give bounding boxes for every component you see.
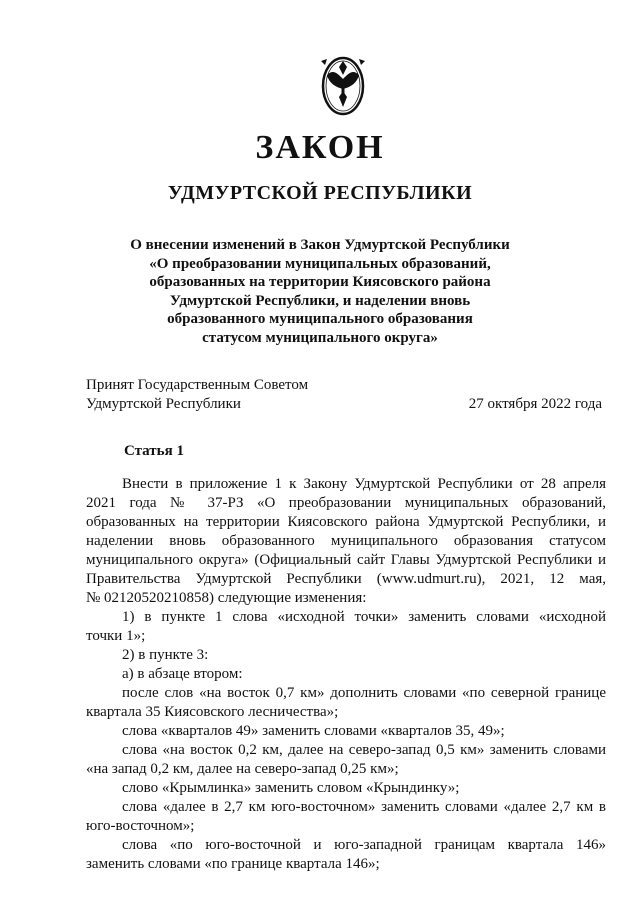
text-line: слова «на восток 0,2 км, далее на северо-запад 0,5 км» заменить словами <box>122 742 606 758</box>
adoption-date: 27 октября 2022 года <box>468 396 602 412</box>
text-line: образованных на территории Киясовского района Удмуртской Республики, и <box>86 514 606 530</box>
law-heading <box>0 236 640 348</box>
heading-line: Удмуртской Республики, и наделении вновь <box>169 292 471 309</box>
heading-line: образованного муниципального образования <box>167 311 473 328</box>
adoption-line: Принят Государственным Советом <box>86 377 309 393</box>
text-line: 2021 года № 37-РЗ «О преобразовании муниципальных образований, <box>86 495 606 511</box>
text-line: после слов «на восток 0,7 км» дополнить словами «по северной границе <box>122 685 606 701</box>
adoption-block <box>86 376 606 414</box>
heading-line: «О преобразовании муниципальных образований, <box>149 255 491 272</box>
text-line: слова «кварталов 49» заменить словами «кварталов 35, 49»; <box>122 723 505 739</box>
text-line: слова «по юго-восточной и юго-западной границам квартала 146» <box>122 837 606 853</box>
text-line: заменить словами «по границе квартала 146»; <box>86 856 380 872</box>
text-line: слова «далее в 2,7 км юго-восточном» заменить словами «далее 2,7 км в <box>122 799 606 815</box>
text-line: наделении вновь образованного муниципального образования статусом <box>86 533 606 549</box>
adoption-line: Удмуртской Республики <box>86 396 241 412</box>
text-line: юго-восточном»; <box>86 818 195 834</box>
heading-line: статусом муниципального округа» <box>202 329 438 346</box>
text-line: № 02120520210858) следующие изменения: <box>86 590 367 606</box>
text-line: Внести в приложение 1 к Закону Удмуртской Республики от 28 апреля <box>122 476 606 492</box>
text-line: 1) в пункте 1 слова «исходной точки» заменить словами «исходной <box>122 609 606 625</box>
article-title: Статья 1 <box>124 443 184 459</box>
text-line: слово «Крымлинка» заменить словом «Крындинку»; <box>122 780 460 796</box>
text-line: «на запад 0,2 км, далее на северо-запад 0,25 км»; <box>86 761 399 777</box>
text-line: квартала 35 Киясовского лесничества»; <box>86 704 339 720</box>
article-body <box>86 475 606 874</box>
text-line: 2) в пункте 3: <box>122 647 209 663</box>
law-subtitle: УДМУРТСКОЙ РЕСПУБЛИКИ <box>167 182 473 204</box>
heading-line: О внесении изменений в Закон Удмуртской Республики <box>130 237 510 253</box>
coat-of-arms-icon <box>303 55 383 117</box>
text-line: точки 1»; <box>86 628 146 644</box>
text-line: а) в абзаце втором: <box>122 666 243 682</box>
text-line: Правительства Удмуртской Республики (www.udmurt.ru), 2021, 12 мая, <box>86 571 606 587</box>
heading-line: образованных на территории Киясовского района <box>149 274 491 291</box>
law-title: ЗАКОН <box>255 129 385 166</box>
text-line: муниципального округа» (Официальный сайт Главы Удмуртской Республики и <box>86 552 606 568</box>
